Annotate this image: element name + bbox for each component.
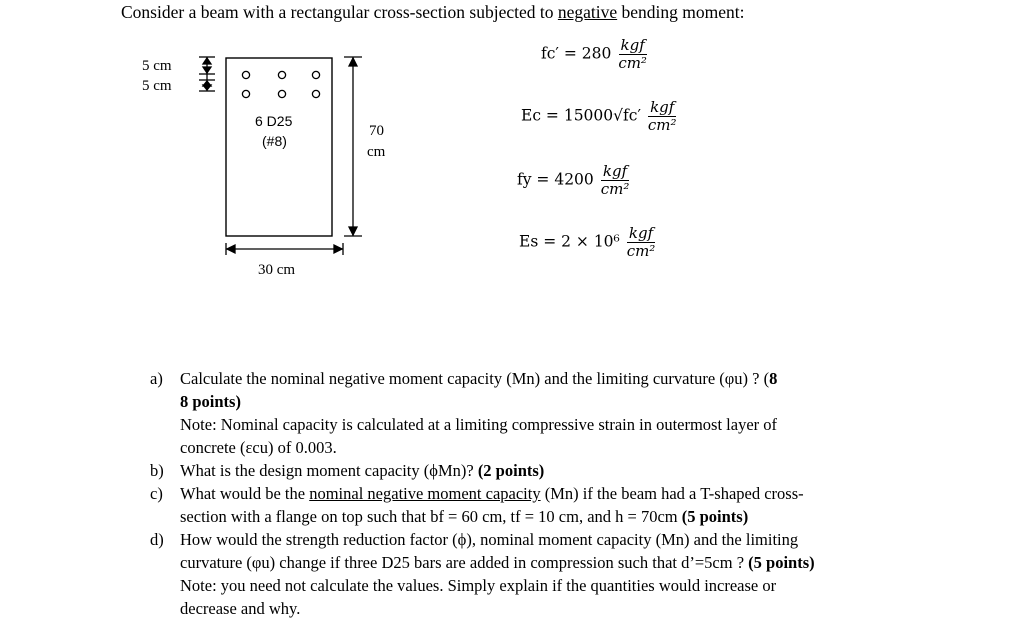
question-a xyxy=(150,367,1010,459)
height-value-label: 70 xyxy=(369,123,384,139)
intro-suffix: bending moment: xyxy=(617,2,745,22)
question-c-pre: What would be the xyxy=(180,484,310,503)
question-a-points-start: 8 xyxy=(769,369,778,388)
rebar-5 xyxy=(278,90,285,97)
intro-prefix: Consider a beam with a rectangular cross-section subjected to xyxy=(121,2,558,22)
question-a-text: Calculate the nominal negative moment capacity (Mn) and the limiting curvature (φu) ? ( xyxy=(180,369,770,388)
question-c-line2 xyxy=(180,505,1010,528)
cover-label-second: 5 cm xyxy=(142,78,172,94)
ec-unit-den: cm² xyxy=(647,116,677,134)
rebar-6 xyxy=(312,90,319,97)
fc-lhs: fc′ = 280 xyxy=(541,44,612,63)
property-ec xyxy=(521,99,679,134)
question-a-points: 8 points) xyxy=(180,392,241,411)
property-es xyxy=(519,225,657,260)
rebar-3 xyxy=(312,71,319,78)
question-c-line2-text: section with a flange on top such that bf = 60 cm, tf = 10 cm, and h = 70cm xyxy=(180,507,682,526)
question-c-label: c) xyxy=(150,484,163,503)
fc-unit-num: kgf xyxy=(620,36,645,54)
ec-unit xyxy=(646,99,679,134)
fc-unit-den: cm² xyxy=(618,54,647,72)
width-label: 30 cm xyxy=(258,262,296,278)
question-list xyxy=(150,367,1010,620)
ec-unit-num: kgf xyxy=(650,98,675,116)
property-fy xyxy=(517,163,631,198)
question-a-line1 xyxy=(180,367,1010,390)
es-lhs: Es = 2 × 10⁶ xyxy=(519,232,620,251)
fy-lhs: fy = 4200 xyxy=(517,170,594,189)
es-unit-num: kgf xyxy=(628,224,654,242)
rebar-label: 6 D25 xyxy=(255,113,293,129)
question-c-post: (Mn) if the beam had a T-shaped cross- xyxy=(540,484,804,503)
question-c-underlined: nominal negative moment capacity xyxy=(309,484,541,503)
rebar-2 xyxy=(278,71,285,78)
question-c-points: (5 points) xyxy=(681,507,749,526)
fy-unit xyxy=(599,163,632,198)
question-b xyxy=(150,459,1010,482)
es-unit xyxy=(625,225,658,260)
question-d-line2-text: curvature (φu) change if three D25 bars are added in compression such that d’=5cm ? xyxy=(180,553,749,572)
question-d-line2 xyxy=(180,551,1010,574)
question-d-label: d) xyxy=(150,530,164,549)
fy-unit-den: cm² xyxy=(600,180,630,198)
rebar-group xyxy=(242,71,319,97)
question-a-label: a) xyxy=(150,369,163,388)
fc-unit xyxy=(616,37,649,72)
question-c-line1 xyxy=(180,482,1010,505)
intro-underlined: negative xyxy=(557,2,618,22)
question-d-line3: Note: you need not calculate the values. Simply explain if the quantities would increase or xyxy=(180,576,777,595)
fy-unit-num: kgf xyxy=(602,162,628,180)
question-a-note1: Note: Nominal capacity is calculated at a limiting compressive strain in outermost layer of xyxy=(180,415,778,434)
ec-lhs: Ec = 15000√fc′ xyxy=(521,106,641,125)
question-b-label: b) xyxy=(150,461,164,480)
question-d-line1: How would the strength reduction factor (ϕ), nominal moment capacity (Mn) and the limiting xyxy=(180,530,799,549)
rebar-4 xyxy=(242,90,249,97)
question-c xyxy=(150,482,1010,528)
es-unit-den: cm² xyxy=(626,242,656,260)
question-b-points: (2 points) xyxy=(477,461,545,480)
question-d xyxy=(150,528,1010,620)
height-unit-label: cm xyxy=(367,144,386,160)
question-a-line2 xyxy=(180,390,1010,413)
width-dimension xyxy=(226,243,343,255)
question-b-text: What is the design moment capacity (ϕMn)? xyxy=(180,461,478,480)
height-dimension xyxy=(344,57,362,236)
question-b-line1 xyxy=(180,459,1010,482)
question-a-note2: concrete (εcu) of 0.003. xyxy=(180,438,337,457)
question-d-points: (5 points) xyxy=(748,553,815,572)
cover-dimension-marks xyxy=(199,57,215,91)
question-d-line4: decrease and why. xyxy=(180,599,301,618)
cover-label-top: 5 cm xyxy=(142,58,172,74)
rebar-label-alt: (#8) xyxy=(262,133,287,149)
rebar-1 xyxy=(242,71,249,78)
property-fc xyxy=(541,37,649,72)
